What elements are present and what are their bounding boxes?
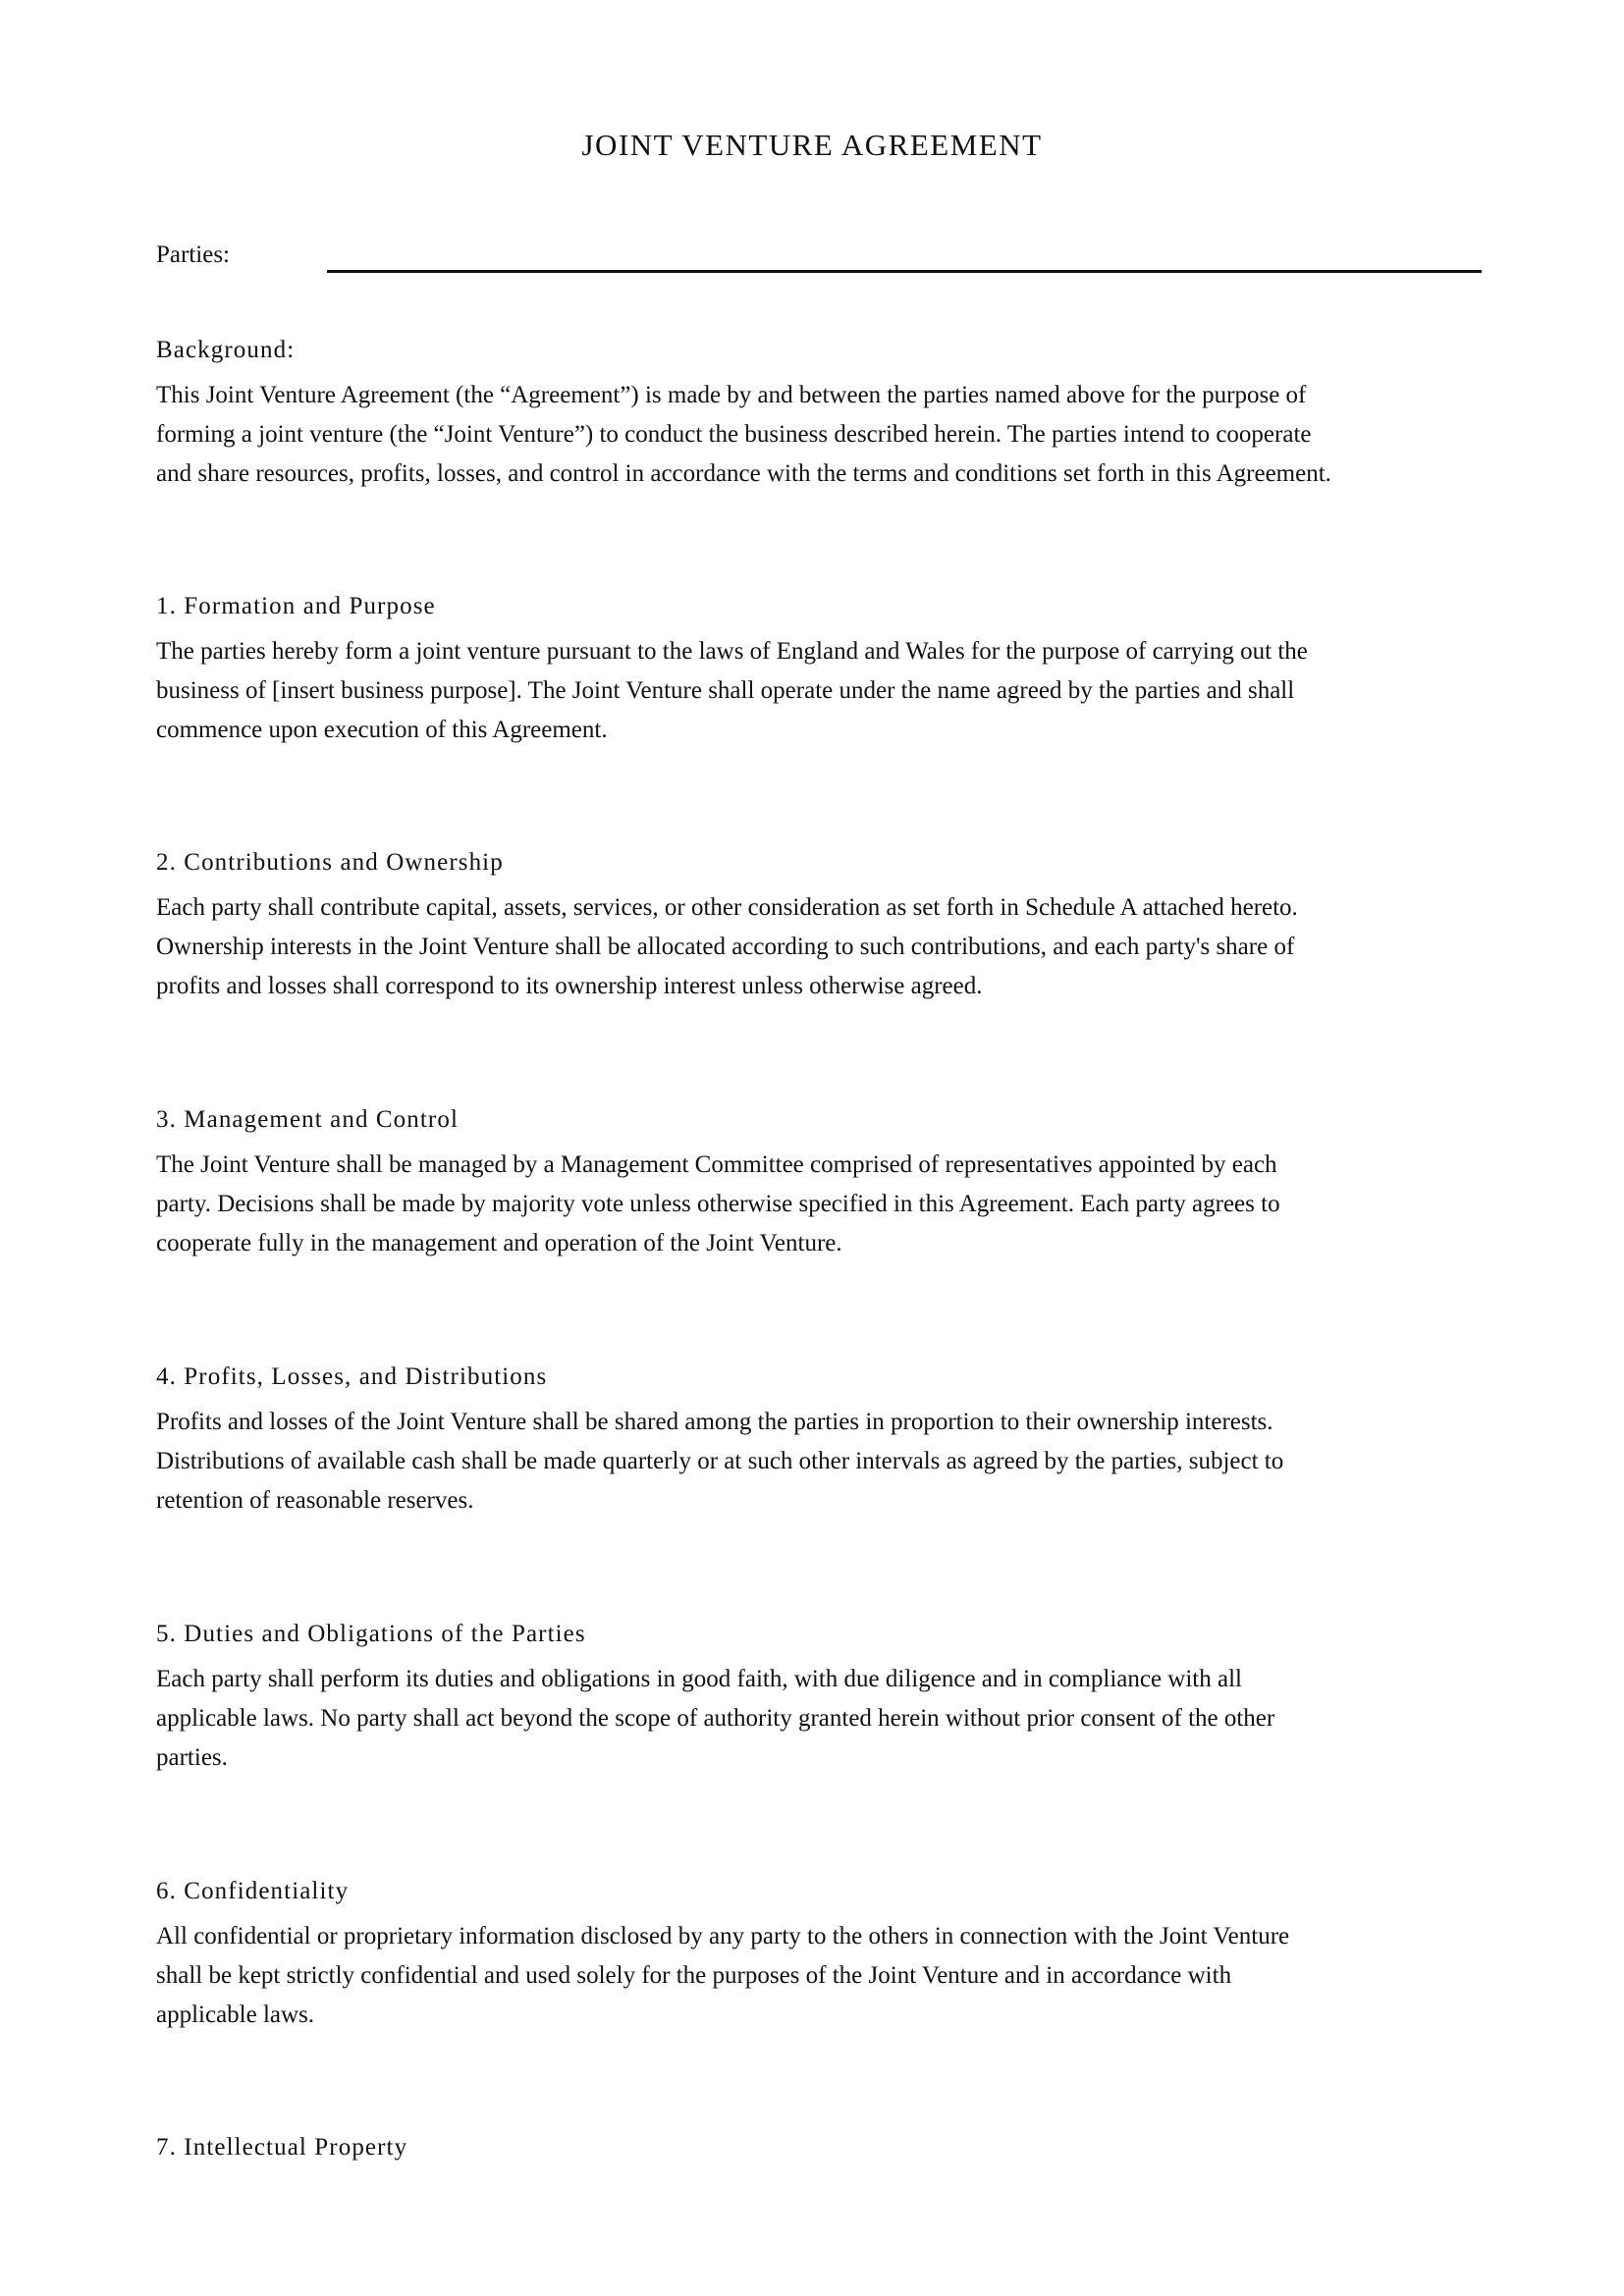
paragraph-line: party. Decisions shall be made by majority vote unless otherwise specified in this Agreement. Each party agrees to: [156, 1191, 1280, 1217]
paragraph-line: Ownership interests in the Joint Venture shall be allocated according to such contributions, and each party's share of: [156, 934, 1295, 960]
parties-signature-line: [327, 270, 1482, 273]
document-title: JOINT VENTURE AGREEMENT: [581, 128, 1043, 162]
paragraph-line: All confidential or proprietary information disclosed by any party to the others in connection with the Joint Venture: [156, 1923, 1290, 1949]
section-heading-duties: 5. Duties and Obligations of the Parties: [156, 1621, 586, 1647]
paragraph-line: Profits and losses of the Joint Venture shall be shared among the parties in proportion to their ownership interests.: [156, 1409, 1273, 1435]
paragraph-line: forming a joint venture (the “Joint Venture”) to conduct the business described herein. The parties intend to cooperate: [156, 421, 1312, 448]
paragraph-line: and share resources, profits, losses, and control in accordance with the terms and conditions set forth in this Agreement.: [156, 460, 1331, 487]
section-heading-intellectual-property: 7. Intellectual Property: [156, 2134, 408, 2161]
paragraph-line: Each party shall perform its duties and obligations in good faith, with due diligence and in compliance with all: [156, 1666, 1242, 1692]
paragraph-line: The Joint Venture shall be managed by a Management Committee comprised of representatives appointed by each: [156, 1151, 1277, 1178]
section-paragraph-contributions: [156, 888, 1491, 1006]
section-heading-formation: 1. Formation and Purpose: [156, 593, 436, 619]
section-paragraph-formation: [156, 632, 1491, 750]
section-paragraph-duties: [156, 1660, 1491, 1778]
section-paragraph-management: [156, 1146, 1491, 1263]
section-heading-profits: 4. Profits, Losses, and Distributions: [156, 1363, 548, 1390]
section-heading-management: 3. Management and Control: [156, 1106, 459, 1133]
section-paragraph-confidentiality: [156, 1917, 1491, 2035]
paragraph-line: shall be kept strictly confidential and used solely for the purposes of the Joint Venture and in accordance with: [156, 1962, 1232, 1989]
paragraph-line: profits and losses shall correspond to its ownership interest unless otherwise agreed.: [156, 973, 983, 999]
section-heading-contributions: 2. Contributions and Ownership: [156, 849, 504, 876]
parties-row: [156, 239, 1482, 278]
paragraph-line: commence upon execution of this Agreement.: [156, 717, 608, 743]
paragraph-line: Each party shall contribute capital, assets, services, or other consideration as set forth in Schedule A attached hereto.: [156, 894, 1298, 921]
parties-label: Parties:: [156, 241, 230, 268]
section-heading-confidentiality: 6. Confidentiality: [156, 1878, 350, 1904]
background-heading: Background:: [156, 337, 296, 363]
paragraph-line: This Joint Venture Agreement (the “Agreement”) is made by and between the parties named above for the purpose of: [156, 382, 1307, 408]
paragraph-line: The parties hereby form a joint venture pursuant to the laws of England and Wales for the purpose of carrying out the: [156, 638, 1308, 665]
paragraph-line: applicable laws.: [156, 2002, 315, 2028]
paragraph-line: business of [insert business purpose]. The Joint Venture shall operate under the name agreed by the parties and shall: [156, 677, 1295, 704]
section-paragraph-profits: [156, 1403, 1491, 1521]
paragraph-line: parties.: [156, 1744, 228, 1771]
paragraph-line: retention of reasonable reserves.: [156, 1487, 474, 1514]
paragraph-line: Distributions of available cash shall be made quarterly or at such other intervals as agreed by the parties, subject to: [156, 1448, 1284, 1474]
paragraph-line: applicable laws. No party shall act beyond the scope of authority granted herein without prior consent of the other: [156, 1705, 1275, 1732]
background-paragraph: [156, 376, 1491, 494]
paragraph-line: cooperate fully in the management and operation of the Joint Venture.: [156, 1230, 842, 1256]
